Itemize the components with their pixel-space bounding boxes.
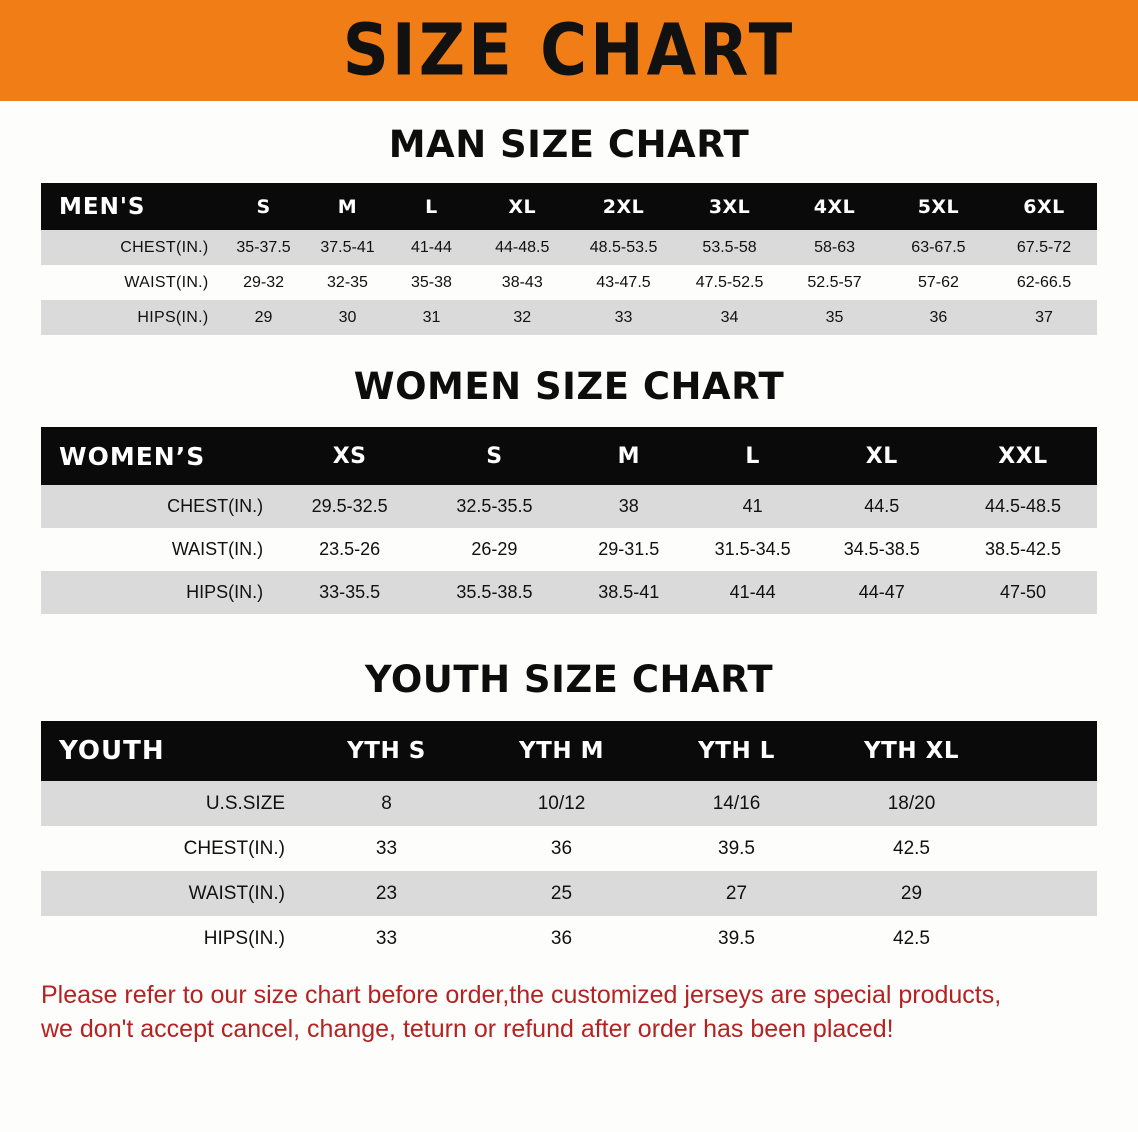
youth-chest-spacer bbox=[999, 826, 1097, 871]
man-chest-s: 35-37.5 bbox=[222, 230, 306, 265]
man-waist-4xl: 52.5-57 bbox=[783, 265, 886, 300]
man-row-header: MEN'S bbox=[41, 183, 222, 230]
youth-ussize-s: 8 bbox=[299, 781, 474, 826]
disclaimer-note bbox=[41, 979, 1097, 1047]
youth-hips-m: 36 bbox=[474, 916, 649, 961]
youth-hips-l: 39.5 bbox=[649, 916, 824, 961]
women-row-header: WOMEN’S bbox=[41, 427, 277, 485]
women-chest-xxl: 44.5-48.5 bbox=[949, 485, 1097, 528]
table-row bbox=[41, 230, 1097, 265]
man-waist-6xl: 62-66.5 bbox=[991, 265, 1097, 300]
man-waist-m: 32-35 bbox=[306, 265, 390, 300]
table-row bbox=[41, 300, 1097, 335]
man-section-title: MAN SIZE CHART bbox=[388, 123, 750, 166]
youth-hips-spacer bbox=[999, 916, 1097, 961]
youth-ussize-l: 14/16 bbox=[649, 781, 824, 826]
man-waist-s: 29-32 bbox=[222, 265, 306, 300]
youth-ussize-m: 10/12 bbox=[474, 781, 649, 826]
man-waist-l: 35-38 bbox=[389, 265, 473, 300]
women-chest-s: 32.5-35.5 bbox=[422, 485, 567, 528]
youth-waist-s: 23 bbox=[299, 871, 474, 916]
man-hips-6xl: 37 bbox=[991, 300, 1097, 335]
man-chest-2xl: 48.5-53.5 bbox=[571, 230, 676, 265]
man-hips-2xl: 33 bbox=[571, 300, 676, 335]
youth-row-label-hips: HIPS(IN.) bbox=[41, 916, 299, 961]
man-col-6xl: 6XL bbox=[991, 183, 1097, 230]
women-col-xl: XL bbox=[815, 427, 949, 485]
man-size-table bbox=[41, 183, 1097, 335]
man-col-m: M bbox=[306, 183, 390, 230]
man-hips-3xl: 34 bbox=[676, 300, 783, 335]
women-waist-xl: 34.5-38.5 bbox=[815, 528, 949, 571]
man-hips-4xl: 35 bbox=[783, 300, 886, 335]
banner-title: SIZE CHART bbox=[342, 9, 796, 92]
man-waist-2xl: 43-47.5 bbox=[571, 265, 676, 300]
man-col-l: L bbox=[389, 183, 473, 230]
women-col-xs: XS bbox=[277, 427, 422, 485]
women-row-label-hips: HIPS(IN.) bbox=[41, 571, 277, 614]
man-chest-m: 37.5-41 bbox=[306, 230, 390, 265]
man-col-2xl: 2XL bbox=[571, 183, 676, 230]
man-waist-3xl: 47.5-52.5 bbox=[676, 265, 783, 300]
youth-chest-m: 36 bbox=[474, 826, 649, 871]
man-hips-m: 30 bbox=[306, 300, 390, 335]
women-row-label-waist: WAIST(IN.) bbox=[41, 528, 277, 571]
women-waist-s: 26-29 bbox=[422, 528, 567, 571]
youth-waist-m: 25 bbox=[474, 871, 649, 916]
women-chest-l: 41 bbox=[691, 485, 815, 528]
table-row bbox=[41, 265, 1097, 300]
youth-chest-l: 39.5 bbox=[649, 826, 824, 871]
man-row-label-chest: CHEST(IN.) bbox=[41, 230, 222, 265]
women-hips-xs: 33-35.5 bbox=[277, 571, 422, 614]
table-row bbox=[41, 871, 1097, 916]
youth-row-label-us-size: U.S.SIZE bbox=[41, 781, 299, 826]
youth-col-yth-xl: YTH XL bbox=[824, 721, 999, 781]
women-table-header-row bbox=[41, 427, 1097, 485]
youth-ussize-xl: 18/20 bbox=[824, 781, 999, 826]
youth-row-label-chest: CHEST(IN.) bbox=[41, 826, 299, 871]
man-chest-xl: 44-48.5 bbox=[473, 230, 571, 265]
women-size-table bbox=[41, 427, 1097, 614]
table-row bbox=[41, 485, 1097, 528]
man-table-wrapper bbox=[41, 183, 1097, 335]
table-row bbox=[41, 781, 1097, 826]
women-waist-l: 31.5-34.5 bbox=[691, 528, 815, 571]
man-waist-xl: 38-43 bbox=[473, 265, 571, 300]
women-hips-xxl: 47-50 bbox=[949, 571, 1097, 614]
women-col-m: M bbox=[567, 427, 691, 485]
man-col-s: S bbox=[222, 183, 306, 230]
man-col-4xl: 4XL bbox=[783, 183, 886, 230]
youth-chest-s: 33 bbox=[299, 826, 474, 871]
table-row bbox=[41, 826, 1097, 871]
table-row bbox=[41, 528, 1097, 571]
disclaimer-line-2: we don't accept cancel, change, teturn or refund after order has been placed! bbox=[41, 1014, 894, 1043]
youth-row-header: YOUTH bbox=[41, 721, 299, 781]
youth-waist-spacer bbox=[999, 871, 1097, 916]
man-col-3xl: 3XL bbox=[676, 183, 783, 230]
man-chest-3xl: 53.5-58 bbox=[676, 230, 783, 265]
women-col-l: L bbox=[691, 427, 815, 485]
women-row-label-chest: CHEST(IN.) bbox=[41, 485, 277, 528]
man-chest-l: 41-44 bbox=[389, 230, 473, 265]
youth-col-spacer bbox=[999, 721, 1097, 781]
man-hips-xl: 32 bbox=[473, 300, 571, 335]
women-section-title: WOMEN SIZE CHART bbox=[353, 365, 785, 408]
man-chest-5xl: 63-67.5 bbox=[886, 230, 991, 265]
man-waist-5xl: 57-62 bbox=[886, 265, 991, 300]
table-row bbox=[41, 571, 1097, 614]
women-col-xxl: XXL bbox=[949, 427, 1097, 485]
youth-ussize-spacer bbox=[999, 781, 1097, 826]
youth-hips-s: 33 bbox=[299, 916, 474, 961]
women-hips-s: 35.5-38.5 bbox=[422, 571, 567, 614]
man-hips-s: 29 bbox=[222, 300, 306, 335]
youth-row-label-waist: WAIST(IN.) bbox=[41, 871, 299, 916]
youth-col-yth-l: YTH L bbox=[649, 721, 824, 781]
man-hips-5xl: 36 bbox=[886, 300, 991, 335]
banner bbox=[0, 0, 1138, 101]
man-table-header-row bbox=[41, 183, 1097, 230]
youth-table-header-row bbox=[41, 721, 1097, 781]
women-col-s: S bbox=[422, 427, 567, 485]
man-row-label-hips: HIPS(IN.) bbox=[41, 300, 222, 335]
youth-waist-xl: 29 bbox=[824, 871, 999, 916]
man-chest-6xl: 67.5-72 bbox=[991, 230, 1097, 265]
women-waist-xxl: 38.5-42.5 bbox=[949, 528, 1097, 571]
youth-table-wrapper bbox=[41, 721, 1097, 961]
man-row-label-waist: WAIST(IN.) bbox=[41, 265, 222, 300]
youth-size-table bbox=[41, 721, 1097, 961]
youth-col-yth-m: YTH M bbox=[474, 721, 649, 781]
man-chest-4xl: 58-63 bbox=[783, 230, 886, 265]
women-hips-xl: 44-47 bbox=[815, 571, 949, 614]
women-table-wrapper bbox=[41, 427, 1097, 614]
man-col-5xl: 5XL bbox=[886, 183, 991, 230]
women-chest-xl: 44.5 bbox=[815, 485, 949, 528]
disclaimer-line-1: Please refer to our size chart before order,the customized jerseys are special products, bbox=[41, 981, 1002, 1009]
man-col-xl: XL bbox=[473, 183, 571, 230]
youth-waist-l: 27 bbox=[649, 871, 824, 916]
youth-section-title: YOUTH SIZE CHART bbox=[364, 658, 774, 701]
table-row bbox=[41, 916, 1097, 961]
women-chest-m: 38 bbox=[567, 485, 691, 528]
women-waist-m: 29-31.5 bbox=[567, 528, 691, 571]
youth-hips-xl: 42.5 bbox=[824, 916, 999, 961]
youth-col-yth-s: YTH S bbox=[299, 721, 474, 781]
women-waist-xs: 23.5-26 bbox=[277, 528, 422, 571]
women-hips-l: 41-44 bbox=[691, 571, 815, 614]
youth-chest-xl: 42.5 bbox=[824, 826, 999, 871]
women-hips-m: 38.5-41 bbox=[567, 571, 691, 614]
man-hips-l: 31 bbox=[389, 300, 473, 335]
women-chest-xs: 29.5-32.5 bbox=[277, 485, 422, 528]
